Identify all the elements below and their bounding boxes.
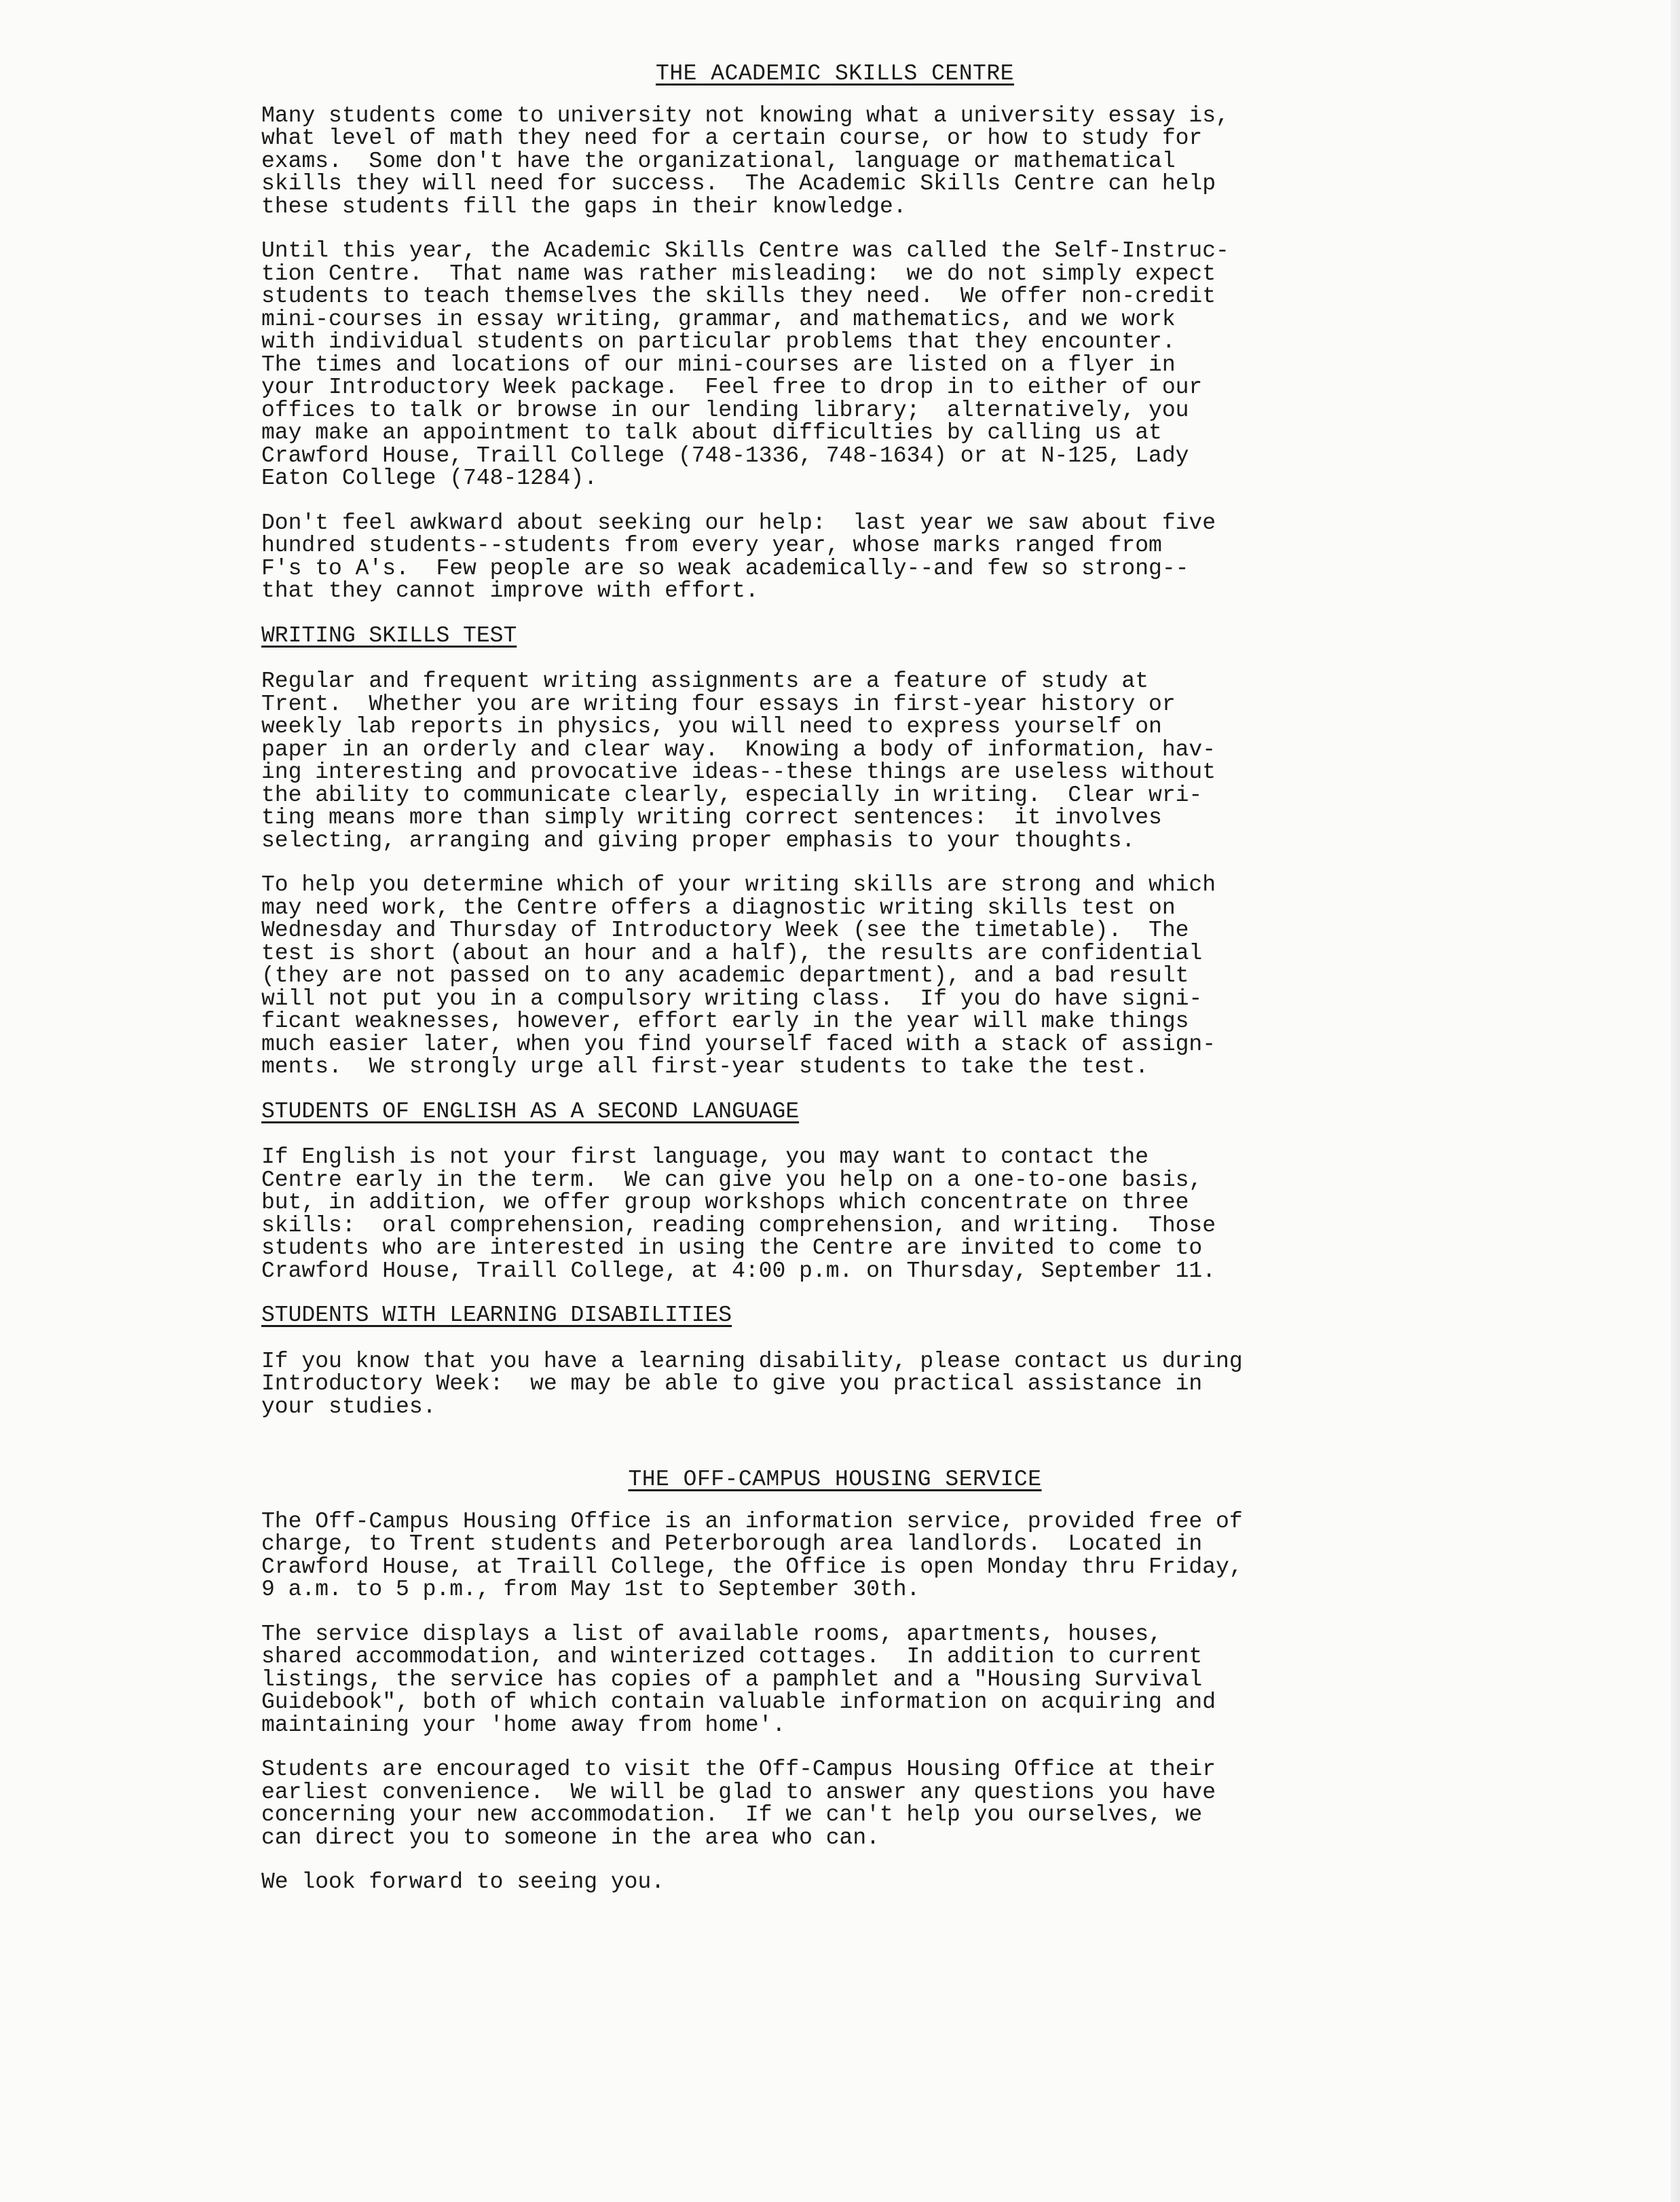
text-line: ments. We strongly urge all first-year students to take the test. [261, 1054, 1149, 1079]
text-line: ting means more than simply writing correct sentences: it involves [261, 805, 1162, 830]
document-body [261, 62, 1408, 1916]
section-title-learning-disabilities: STUDENTS WITH LEARNING DISABILITIES [261, 1303, 732, 1328]
academic-paragraph-3 [261, 512, 1408, 603]
text-line: charge, to Trent students and Peterborough area landlords. Located in [261, 1531, 1203, 1556]
text-line: selecting, arranging and giving proper emphasis to your thoughts. [261, 827, 1136, 853]
text-line: the ability to communicate clearly, especially in writing. Clear wri- [261, 782, 1203, 808]
text-line: ing interesting and provocative ideas--these things are useless without [261, 760, 1216, 785]
text-line: students who are interested in using the Centre are invited to come to [261, 1235, 1203, 1261]
text-line: test is short (about an hour and a half), the results are confidential [261, 940, 1203, 966]
text-line: The Off-Campus Housing Office is an information service, provided free of [261, 1508, 1243, 1534]
writing-paragraph-1 [261, 670, 1408, 852]
section-gap [261, 1440, 1408, 1468]
text-line: paper in an orderly and clear way. Knowing a body of information, hav- [261, 736, 1216, 762]
text-line: 9 a.m. to 5 p.m., from May 1st to September 30th. [261, 1577, 920, 1602]
text-line: Don't feel awkward about seeking our help: last year we saw about five [261, 510, 1216, 536]
page-edge [1670, 0, 1680, 2202]
text-line: listings, the service has copies of a pamphlet and a "Housing Survival [261, 1666, 1203, 1692]
text-line: offices to talk or browse in our lending library; alternatively, you [261, 397, 1189, 423]
text-line: Guidebook", both of which contain valuable information on acquiring and [261, 1690, 1216, 1715]
text-line: earliest convenience. We will be glad to answer any questions you have [261, 1779, 1216, 1805]
text-line: your studies. [261, 1394, 436, 1419]
text-line: will not put you in a compulsory writing class. If you do have signi- [261, 986, 1203, 1011]
text-line: ficant weaknesses, however, effort early in the year will make things [261, 1009, 1189, 1034]
text-line: maintaining your 'home away from home'. [261, 1712, 786, 1738]
text-line: If English is not your first language, you may want to contact the [261, 1144, 1149, 1170]
text-line: Trent. Whether you are writing four essays in first-year history or [261, 691, 1176, 717]
text-line: If you know that you have a learning disability, please contact us during [261, 1348, 1243, 1374]
text-line: these students fill the gaps in their knowledge. [261, 193, 907, 219]
text-line: Eaton College (748-1284). [261, 466, 598, 491]
section-title-writing-skills-test: WRITING SKILLS TEST [261, 622, 517, 648]
housing-paragraph-1 [261, 1510, 1408, 1601]
text-line: what level of math they need for a certain course, or how to study for [261, 126, 1203, 151]
housing-paragraph-3 [261, 1758, 1408, 1849]
text-line: with individual students on particular problems that they encounter. [261, 329, 1176, 354]
section-title-academic-skills: THE ACADEMIC SKILLS CENTRE [656, 61, 1014, 86]
text-line: may need work, the Centre offers a diagnostic writing skills test on [261, 895, 1176, 920]
text-line: Crawford House, Traill College, at 4:00 p.m. on Thursday, September 11. [261, 1258, 1216, 1284]
text-line: Regular and frequent writing assignments are a feature of study at [261, 669, 1149, 694]
text-line: Crawford House, at Traill College, the Office is open Monday thru Friday, [261, 1554, 1243, 1580]
text-line: but, in addition, we offer group workshops which concentrate on three [261, 1190, 1189, 1215]
academic-paragraph-2 [261, 240, 1408, 490]
text-line: Students are encouraged to visit the Off-Campus Housing Office at their [261, 1757, 1216, 1782]
text-line: (they are not passed on to any academic department), and a bad result [261, 963, 1189, 988]
text-line: can direct you to someone in the area who can. [261, 1825, 880, 1850]
text-line: To help you determine which of your writing skills are strong and which [261, 872, 1216, 897]
section-title-esl: STUDENTS OF ENGLISH AS A SECOND LANGUAGE [261, 1098, 800, 1124]
text-line: weekly lab reports in physics, you will need to express yourself on [261, 714, 1162, 739]
text-line: skills: oral comprehension, reading comprehension, and writing. Those [261, 1212, 1216, 1238]
text-line: F's to A's. Few people are so weak academically--and few so strong-- [261, 555, 1189, 581]
text-line: skills they will need for success. The Academic Skills Centre can help [261, 171, 1216, 196]
section-title-off-campus-housing: THE OFF-CAMPUS HOUSING SERVICE [628, 1467, 1042, 1492]
text-line: Introductory Week: we may be able to give you practical assistance in [261, 1371, 1203, 1396]
text-line: much easier later, when you find yourself faced with a stack of assign- [261, 1031, 1216, 1057]
esl-paragraph-1 [261, 1146, 1408, 1282]
disabilities-paragraph-1 [261, 1350, 1408, 1419]
text-line: Until this year, the Academic Skills Centre was called the Self-Instruc- [261, 238, 1229, 263]
housing-paragraph-2 [261, 1623, 1408, 1737]
text-line: Many students come to university not knowing what a university essay is, [261, 102, 1229, 128]
text-line: The service displays a list of available rooms, apartments, houses, [261, 1621, 1162, 1647]
text-line: shared accommodation, and winterized cottages. In addition to current [261, 1644, 1203, 1669]
text-line: exams. Some don't have the organizational, language or mathematical [261, 148, 1176, 174]
text-line: may make an appointment to talk about difficulties by calling us at [261, 420, 1162, 445]
text-line: hundred students--students from every year, whose marks ranged from [261, 533, 1162, 558]
text-line: The times and locations of our mini-courses are listed on a flyer in [261, 352, 1176, 377]
text-line: We look forward to seeing you. [261, 1869, 665, 1895]
text-line: Crawford House, Traill College (748-1336, 748-1634) or at N-125, Lady [261, 443, 1189, 468]
text-line: Centre early in the term. We can give you help on a one-to-one basis, [261, 1167, 1203, 1193]
writing-paragraph-2 [261, 874, 1408, 1079]
text-line: mini-courses in essay writing, grammar, and mathematics, and we work [261, 306, 1176, 332]
housing-paragraph-4 [261, 1871, 1408, 1894]
text-line: Wednesday and Thursday of Introductory Week (see the timetable). The [261, 918, 1189, 943]
text-line: your Introductory Week package. Feel free to drop in to either of our [261, 375, 1203, 400]
text-line: that they cannot improve with effort. [261, 578, 759, 603]
academic-paragraph-1 [261, 102, 1408, 219]
text-line: students to teach themselves the skills they need. We offer non-credit [261, 284, 1216, 309]
text-line: tion Centre. That name was rather misleading: we do not simply expect [261, 261, 1216, 286]
text-line: concerning your new accommodation. If we can't help you ourselves, we [261, 1802, 1203, 1827]
